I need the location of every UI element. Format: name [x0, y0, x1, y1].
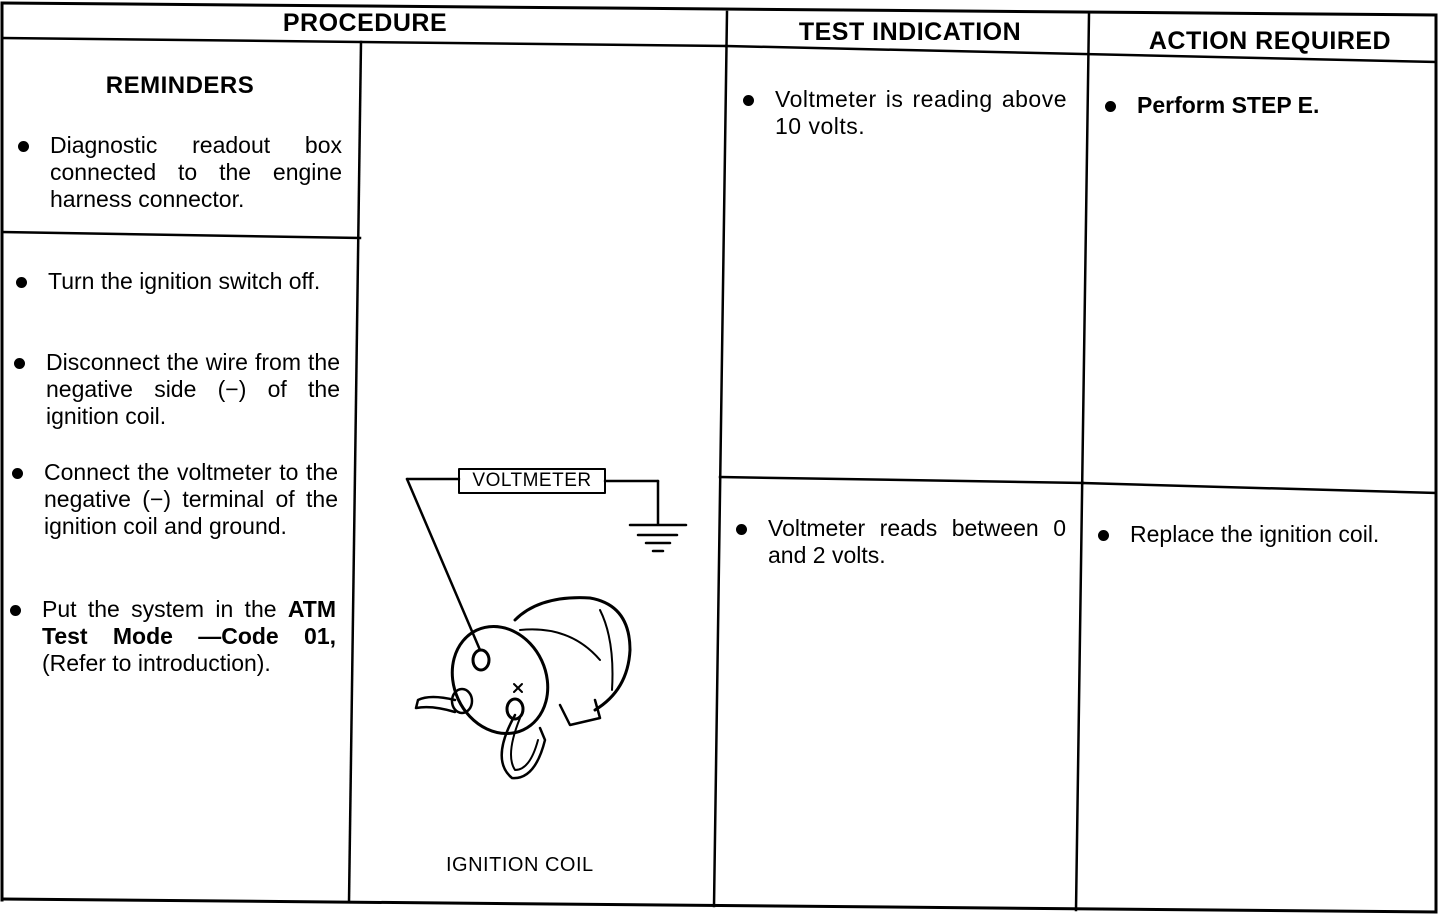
reminder-item: Diagnostic readout box connected to the engine harness connector.	[50, 132, 342, 213]
header-procedure: PROCEDURE	[282, 9, 448, 37]
bullet-icon	[1098, 530, 1109, 541]
bullet-icon	[1105, 101, 1116, 112]
bullet-icon	[736, 524, 747, 535]
reminders-title: REMINDERS	[105, 72, 255, 99]
voltmeter-label: VOLTMETER	[472, 470, 592, 491]
header-action-required: ACTION REQUIRED	[1148, 27, 1392, 55]
header-test-indication: TEST INDICATION	[798, 18, 1022, 46]
ignition-coil-caption: IGNITION COIL	[446, 854, 594, 876]
action-row2: Replace the ignition coil.	[1130, 521, 1430, 548]
procedure-step: Disconnect the wire from the negative side (−) of the ignition coil.	[46, 349, 340, 430]
test-indication-row1: Voltmeter is reading above 10 volts.	[775, 86, 1067, 140]
procedure-step: Connect the voltmeter to the negative (−) terminal of the ignition coil and ground.	[44, 459, 338, 540]
action-row1: Perform STEP E.	[1137, 92, 1417, 119]
procedure-step: Turn the ignition switch off.	[48, 268, 340, 295]
procedure-step: Put the system in the ATM Test Mode —Code 01, (Refer to introduction).	[42, 596, 336, 677]
bullet-icon	[743, 95, 754, 106]
atm-test-mode-code: ATM Test Mode —Code 01,	[42, 596, 337, 649]
test-indication-row2: Voltmeter reads between 0 and 2 volts.	[768, 515, 1066, 569]
